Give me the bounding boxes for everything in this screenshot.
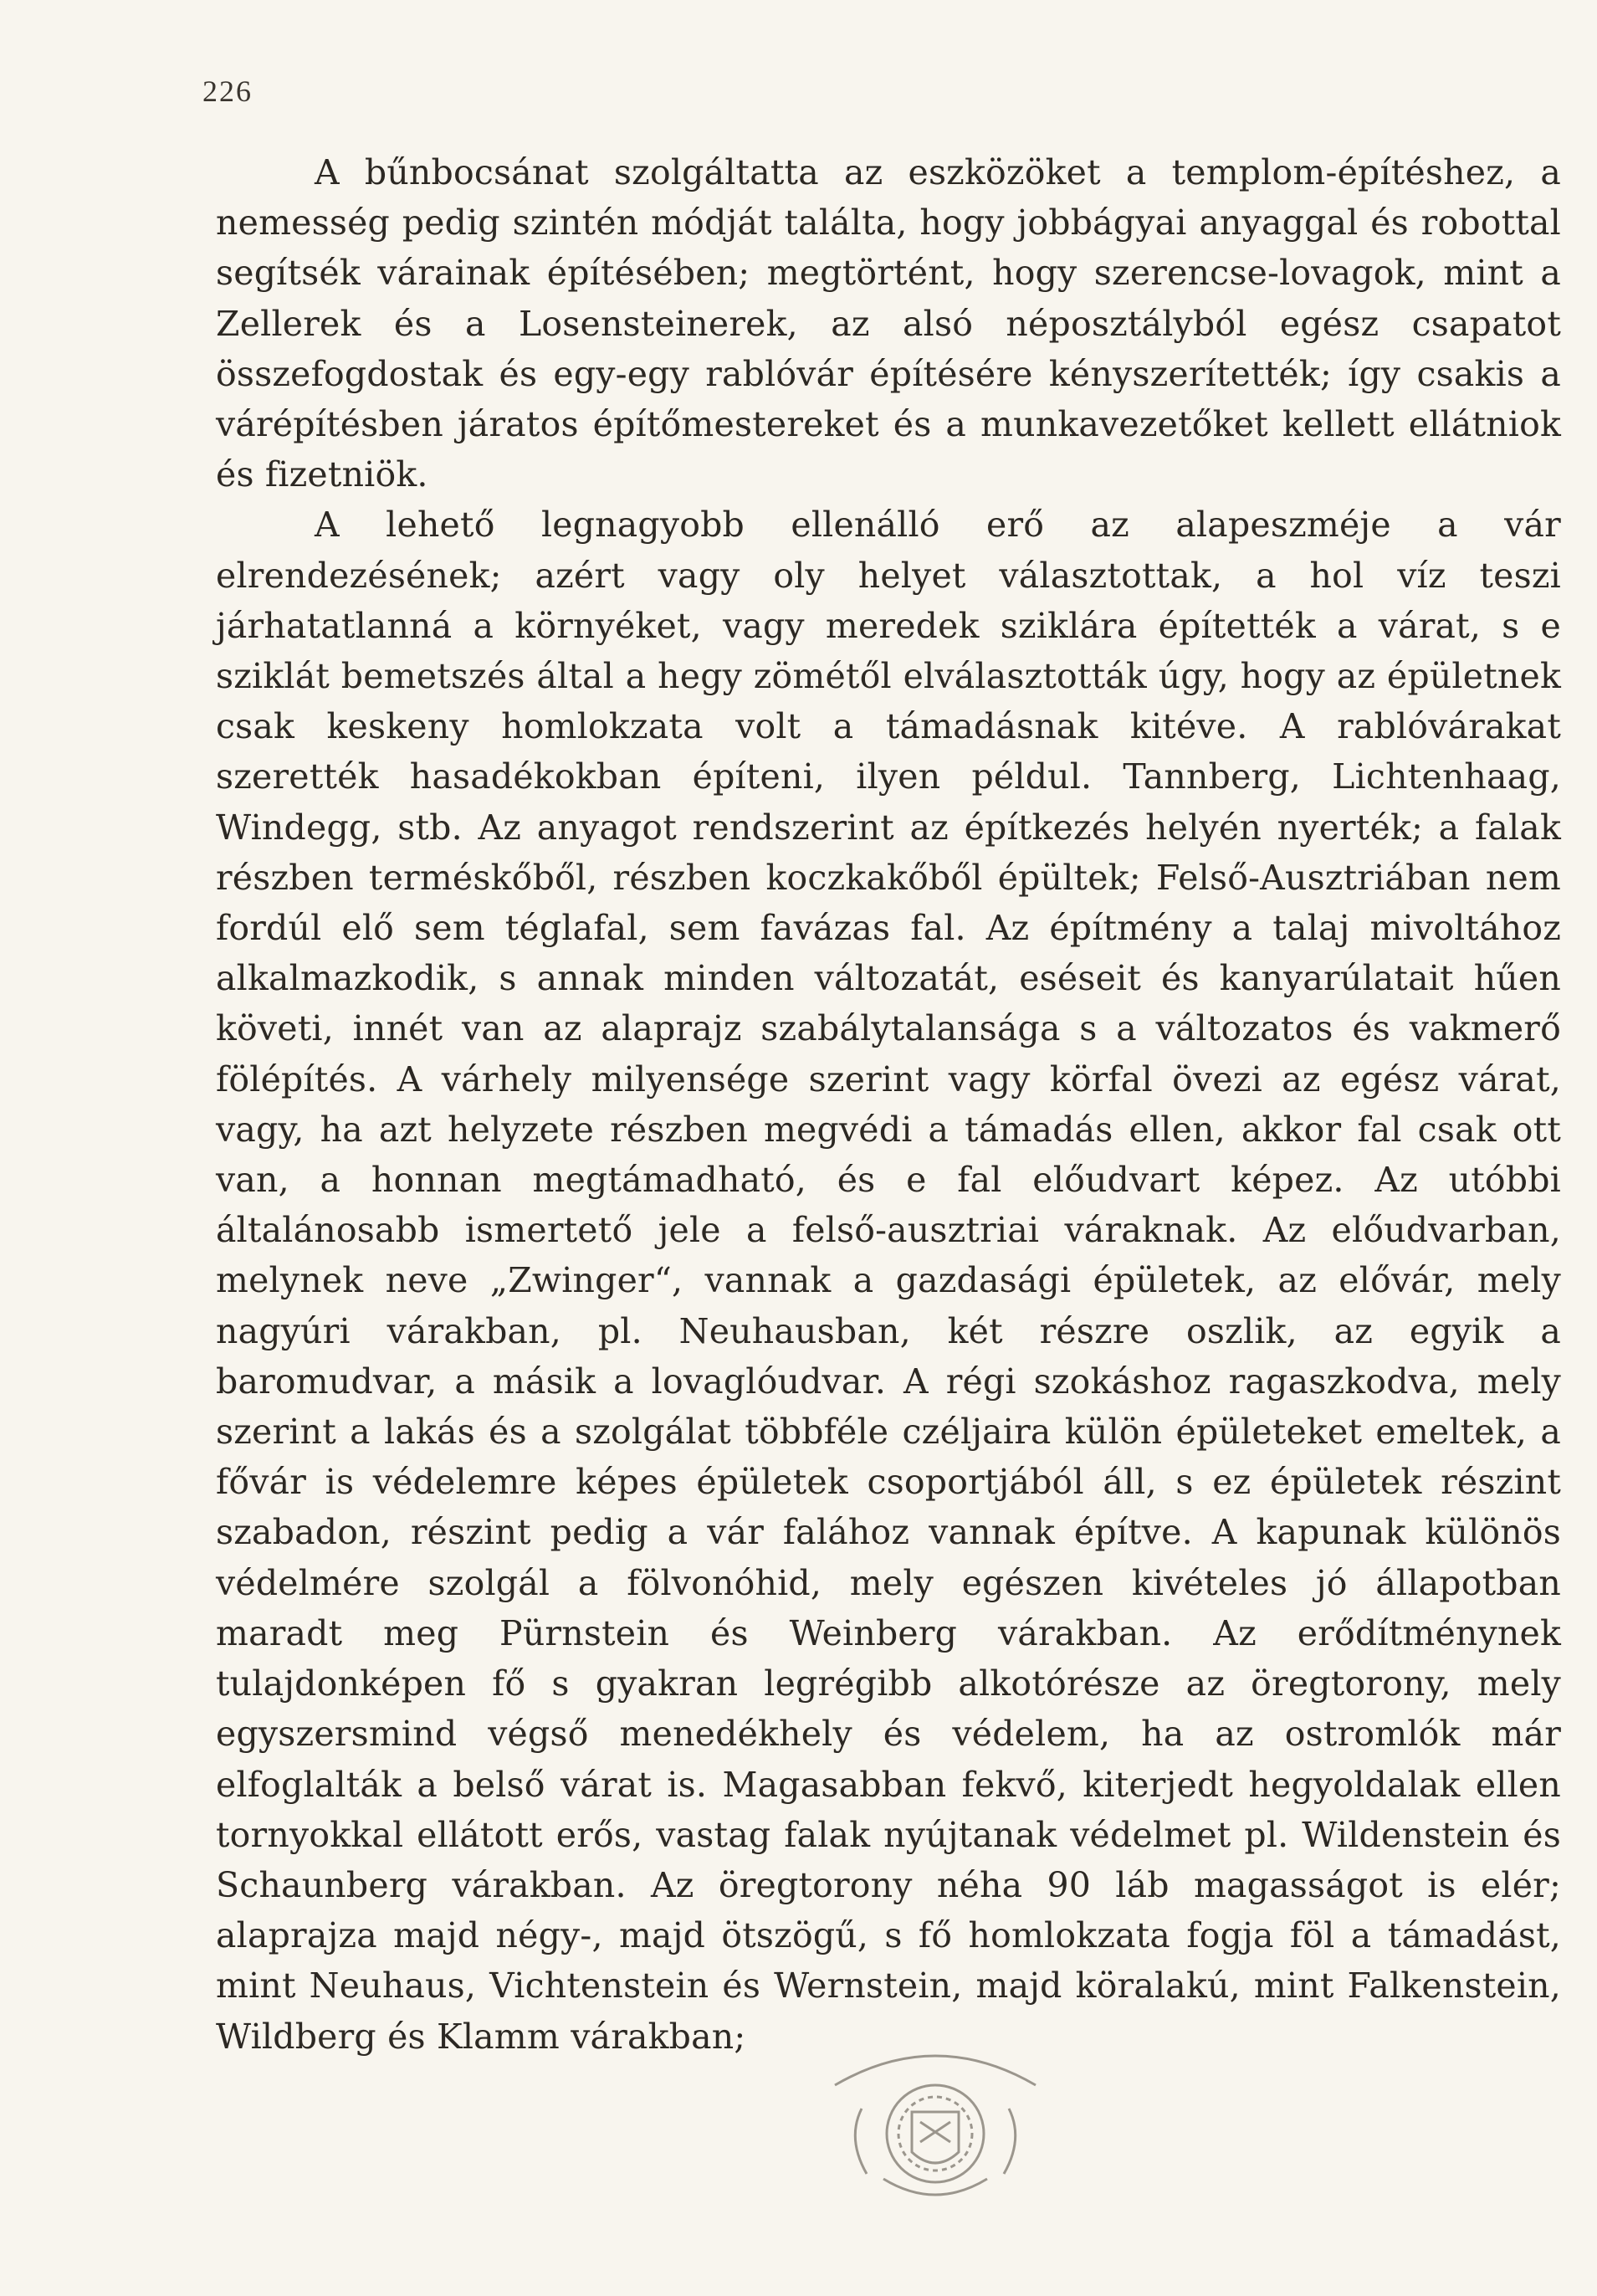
paragraph-1: A bűnbocsánat szolgáltatta az eszközöket a templom-építéshez, a nemesség pedig szintén módját találta, hogy jobbágyai anyaggal és robottal segítsék várainak építésében; megtörtént, hogy szerencse-lovagok, mint a Zellerek és a Losensteinerek, az alsó néposztályból egész csapatot összefogdostak és egy-egy rablóvár építésére kényszerítették; így csakis a várépítésben járatos építőmestereket és a munkavezetőket kellett ellátniok és fizetniök. [216, 152, 1561, 495]
page-number: 226 [202, 74, 253, 108]
body-text [216, 147, 1561, 2062]
paragraph-2: A lehető legnagyobb ellenálló erő az alapeszméje a vár elrendezésének; azért vagy oly helyet választottak, a hol víz teszi járhatatlanná a környéket, vagy meredek sziklára építették a várat, s e sziklát bemetszés által a hegy zömétől elválasztották úgy, hogy az épületnek csak keskeny homlokzata volt a támadásnak kitéve. A rablóvárakat szerették hasadékokban építeni, ilyen példul. Tannberg, Lichtenhaag, Windegg, stb. Az anyagot rendszerint az építkezés helyén nyerték; a falak részben terméskőből, részben koczkakőből épültek; Felső-Ausztriában nem fordúl elő sem téglafal, sem favázas fal. Az építmény a talaj mivoltához alkalmazkodik, s annak minden változatát, eséseit és kanyarúlatait hűen követi, innét van az alaprajz szabálytalansága s a változatos és vakmerő fölépítés. A várhely milyensége szerint vagy körfal övezi az egész várat, vagy, ha azt helyzete részben megvédi a támadás ellen, akkor fal csak ott van, a honnan megtámadható, és e fal előudvart képez. Az utóbbi általánosabb ismertető jele a felső-ausztriai váraknak. Az előudvarban, melynek neve „Zwinger“, vannak a gazdasági épületek, az elővár, mely nagyúri várakban, pl. Neuhausban, két részre oszlik, az egyik a baromudvar, a másik a lovaglóudvar. A régi szokáshoz ragaszkodva, mely szerint a lakás és a szolgálat többféle czéljaira külön épületeket emeltek, a fővár is védelemre képes épületek csoportjából áll, s ez épületek részint szabadon, részint pedig a vár falához vannak építve. A kapunak különös védelmére szolgál a fölvonóhid, mely egészen kivételes jó állapotban maradt meg Pürnstein és Weinberg várakban. Az erődítménynek tulajdonképen fő s gyakran legrégibb alkotórésze az öregtorony, mely egyszersmind végső menedékhely és védelem, ha az ostromlók már elfoglalták a belső várat is. Magasabban fekvő, kiterjedt hegyoldalak ellen tornyokkal ellátott erős, vastag falak nyújtanak védelmet pl. Wildenstein és Schaunberg várakban. Az öregtorony néha 90 láb magasságot is elér; alaprajza majd négy-, majd ötszögű, s fő homlokzata fogja föl a támadást, mint Neuhaus, Vichtenstein és Wernstein, majd köralakú, mint Falkenstein, Wildberg és Klamm várakban; [216, 505, 1561, 2057]
library-stamp-icon [810, 2035, 1061, 2219]
